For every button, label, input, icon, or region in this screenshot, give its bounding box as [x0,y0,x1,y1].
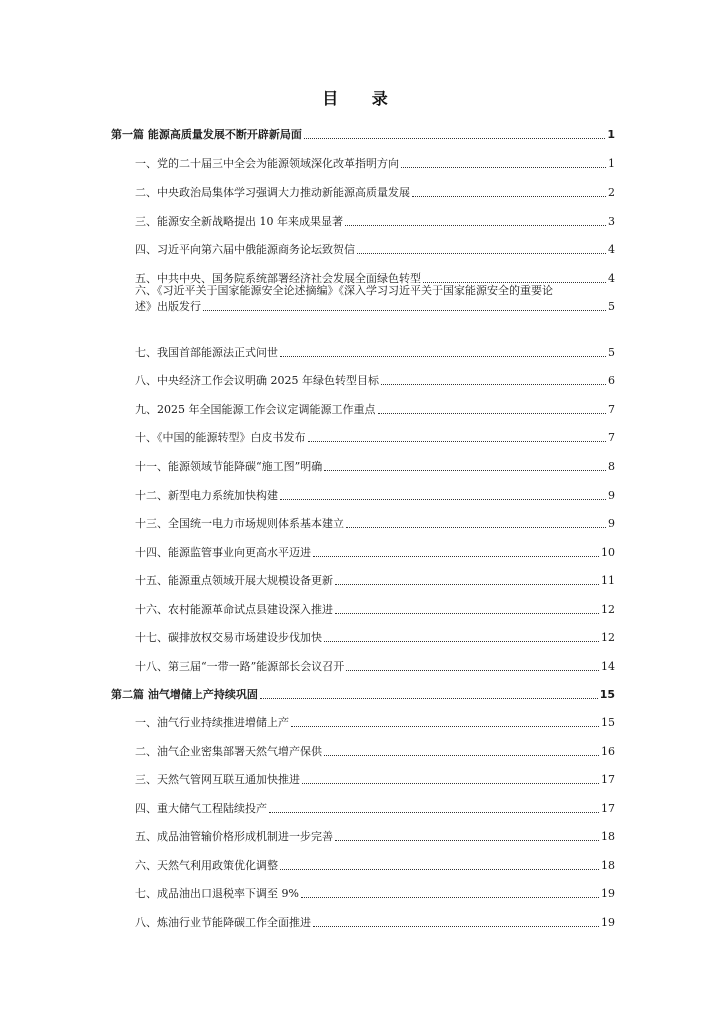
toc-entry-page-number: 17 [601,802,615,815]
dot-leader [345,225,606,226]
toc-entry [135,859,615,873]
toc-entry [135,403,615,417]
page-title: 目 录 [322,89,402,108]
toc-entry-page-number: 12 [601,631,615,644]
toc-entry-text: 七、我国首部能源法正式问世 [135,346,278,359]
toc-entry-text: 一、党的二十届三中全会为能源领域深化改革指明方向 [135,157,399,170]
toc-entry-text: 十七、碳排放权交易市场建设步伐加快 [135,631,322,644]
section-heading [111,128,615,142]
toc-entry [135,460,615,474]
toc-entry [135,773,615,787]
toc-entry-text: 一、油气行业持续推进增储上产 [135,716,289,729]
dot-leader [304,138,606,139]
toc-entry-page-number: 18 [601,830,615,843]
dot-leader [346,527,606,528]
toc-entry-page-number: 4 [608,272,615,285]
dot-leader [302,783,599,784]
toc-entry [135,300,615,314]
toc-entry [135,346,615,360]
dot-leader [301,897,599,898]
toc-entry [135,745,615,759]
dot-leader [412,196,606,197]
toc-entry-page-number: 17 [601,773,615,786]
toc-entry-text: 三、天然气管网互联互通加快推进 [135,773,300,786]
toc-entry [135,546,615,560]
toc-entry-page-number: 5 [608,346,615,359]
toc-entry-text: 十六、农村能源革命试点县建设深入推进 [135,603,333,616]
dot-leader [203,310,606,311]
toc-entry-text: 四、重大储气工程陆续投产 [135,802,267,815]
dot-leader [335,840,599,841]
toc-entry [135,489,615,503]
dot-leader [346,670,599,671]
toc-entry-page-number: 3 [608,215,615,228]
dot-leader [280,499,606,500]
toc-entry-text: 十二、新型电力系统加快构建 [135,489,278,502]
dot-leader [280,869,599,870]
toc-entry [135,802,615,816]
toc-entry [135,574,615,588]
dot-leader [324,641,599,642]
toc-entry-text: 二、中央政治局集体学习强调大力推动新能源高质量发展 [135,186,410,199]
section-heading [111,688,615,702]
toc-entry-page-number: 15 [601,716,615,729]
toc-entry-text: 五、中共中央、国务院系统部署经济社会发展全面绿色转型 [135,272,421,285]
dot-leader [401,167,606,168]
dot-leader [335,584,599,585]
dot-leader [280,356,606,357]
toc-entry-page-number: 14 [601,660,615,673]
section-heading-page-number: 1 [607,128,615,141]
dot-leader [308,441,607,442]
toc-entry-text: 八、中央经济工作会议明确 2025 年绿色转型目标 [135,374,379,387]
toc-entry [135,603,615,617]
section-heading-text: 第一篇 能源高质量发展不断开辟新局面 [111,128,302,141]
toc-entry [135,916,615,930]
dot-leader [269,812,599,813]
toc-entry [135,431,615,445]
toc-entry-page-number: 1 [608,157,615,170]
dot-leader [324,470,606,471]
toc-entry-page-number: 7 [608,431,615,444]
toc-entry [135,660,615,674]
toc-entry [135,157,615,171]
dot-leader [378,413,607,414]
dot-leader [291,726,599,727]
dot-leader [313,926,599,927]
toc-entry-text: 七、成品油出口退税率下调至 9% [135,887,299,900]
toc-entry-text: 十、《中国的能源转型》白皮书发布 [135,431,306,444]
toc-entry-page-number: 5 [608,300,615,313]
toc-entry-text: 十八、第三届“一带一路”能源部长会议召开 [135,660,345,673]
toc-entry-page-number: 19 [601,916,615,929]
dot-leader [313,556,599,557]
toc-entry-text: 十五、能源重点领域开展大规模设备更新 [135,574,333,587]
dot-leader [335,613,599,614]
dot-leader [260,698,598,699]
section-heading-text: 第二篇 油气增储上产持续巩固 [111,688,258,701]
toc-entry [135,887,615,901]
dot-leader [357,253,606,254]
toc-entry-text: 四、习近平向第六届中俄能源商务论坛致贺信 [135,243,355,256]
toc-entry-page-number: 8 [608,460,615,473]
toc-entry-text: 三、能源安全新战略提出 10 年来成果显著 [135,215,343,228]
toc-entry-text: 二、油气企业密集部署天然气增产保供 [135,745,322,758]
toc-entry-page-number: 11 [601,574,615,587]
toc-entry-page-number: 19 [601,887,615,900]
toc-entry [135,716,615,730]
toc-entry-page-number: 9 [608,489,615,502]
toc-entry-page-number: 9 [608,517,615,530]
toc-entry-page-number: 12 [601,603,615,616]
dot-leader [423,282,606,283]
toc-entry [135,215,615,229]
toc-entry-text: 述》出版发行 [135,300,201,313]
toc-entry-page-number: 18 [601,859,615,872]
dot-leader [381,384,606,385]
toc-entry [135,830,615,844]
toc-entry [135,243,615,257]
toc-entry [135,517,615,531]
toc-entry-page-number: 6 [608,374,615,387]
toc-entry-text: 六、天然气利用政策优化调整 [135,859,278,872]
toc-entry [135,631,615,645]
toc-entry-text: 十一、能源领域节能降碳“施工图”明确 [135,460,323,473]
toc-entry-text: 五、成品油管输价格形成机制进一步完善 [135,830,333,843]
toc-entry-page-number: 16 [601,745,615,758]
toc-entry [135,374,615,388]
toc-entry-page-number: 7 [608,403,615,416]
dot-leader [324,755,599,756]
toc-entry [135,186,615,200]
toc-entry-text: 十三、全国统一电力市场规则体系基本建立 [135,517,344,530]
toc-entry-text: 十四、能源监管事业向更高水平迈进 [135,546,311,559]
toc-entry-page-number: 10 [601,546,615,559]
toc-entry-text: 九、2025 年全国能源工作会议定调能源工作重点 [135,403,376,416]
toc-entry-page-number: 4 [608,243,615,256]
section-heading-page-number: 15 [599,688,615,701]
toc-entry-line1: 六、《习近平关于国家能源安全论述摘编》《深入学习习近平关于国家能源安全的重要论 [135,284,553,297]
toc-entry-text: 八、炼油行业节能降碳工作全面推进 [135,916,311,929]
toc-entry-page-number: 2 [608,186,615,199]
